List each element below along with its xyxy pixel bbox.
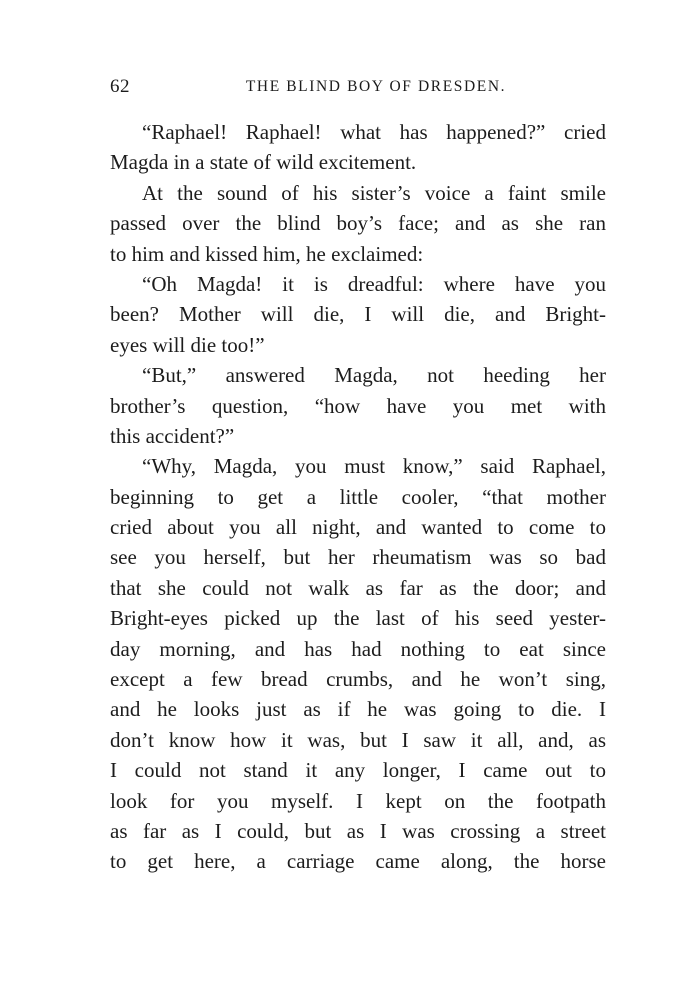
text-line: “Oh Magda! it is dreadful: where have you (142, 271, 606, 296)
text-line: “Why, Magda, you must know,” said Raphael, (142, 454, 606, 479)
text-line: eyes will die too!” (110, 332, 265, 357)
text-line: At the sound of his sister’s voice a faint smile (142, 180, 606, 205)
text-line: this accident?” (110, 423, 235, 448)
text-line: “Raphael! Raphael! what has happened?” cried (142, 120, 606, 144)
text-line: been? Mother will die, I will die, and Bright- (110, 302, 606, 327)
text-line: as far as I could, but as I was crossing a street (110, 818, 606, 843)
text-line: passed over the blind boy’s face; and as she ran (110, 211, 606, 236)
text-line: beginning to get a little cooler, “that mother (110, 484, 606, 509)
text-line: cried about you all night, and wanted to come to (110, 515, 606, 540)
running-head (110, 76, 606, 100)
text-line: brother’s question, “how have you met with (110, 393, 606, 418)
text-line: I could not stand it any longer, I came out to (110, 758, 606, 783)
text-line: except a few bread crumbs, and he won’t sing, (110, 667, 606, 692)
text-line: day morning, and has had nothing to eat since (110, 636, 606, 661)
text-line: Bright-eyes picked up the last of his seed yester- (110, 606, 606, 631)
text-line: Magda in a state of wild excitement. (110, 150, 417, 175)
text-line: see you herself, but her rheumatism was so bad (110, 545, 606, 570)
page-number: 62 (110, 76, 130, 97)
running-title: THE BLIND BOY OF DRESDEN. (245, 78, 507, 95)
text-line: don’t know how it was, but I saw it all, and, as (110, 727, 606, 752)
text-line: look for you myself. I kept on the footpath (110, 788, 606, 813)
body-text (110, 117, 606, 877)
text-line: that she could not walk as far as the door; and (110, 575, 606, 600)
text-line: “But,” answered Magda, not heeding her (142, 363, 606, 388)
text-line: to get here, a carriage came along, the horse (110, 849, 606, 874)
text-line: to him and kissed him, he exclaimed: (110, 241, 424, 266)
text-line: and he looks just as if he was going to die. I (110, 697, 606, 722)
